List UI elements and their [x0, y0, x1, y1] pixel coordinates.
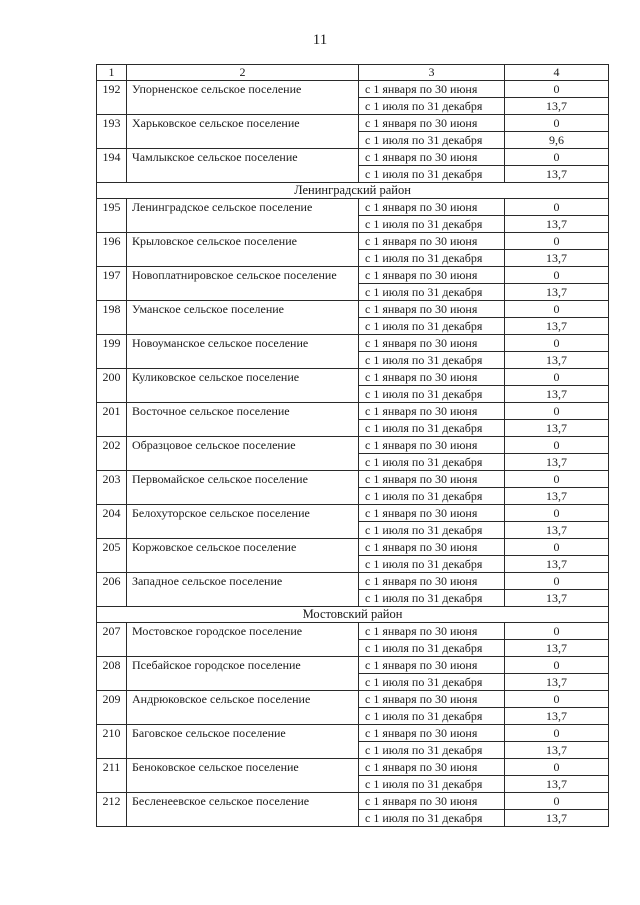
period-first-half: с 1 января по 30 июня — [359, 369, 505, 386]
value-second-half: 13,7 — [505, 216, 609, 233]
period-second-half: с 1 июля по 31 декабря — [359, 166, 505, 183]
period-first-half: с 1 января по 30 июня — [359, 233, 505, 250]
value-second-half: 13,7 — [505, 810, 609, 827]
value-second-half: 13,7 — [505, 166, 609, 183]
district-name: Мостовский район — [97, 607, 609, 623]
period-second-half: с 1 июля по 31 декабря — [359, 590, 505, 607]
period-first-half: с 1 января по 30 июня — [359, 759, 505, 776]
settlement-name: Новоуманское сельское поселение — [127, 335, 359, 369]
period-second-half: с 1 июля по 31 декабря — [359, 420, 505, 437]
table-row — [97, 793, 609, 810]
table-row — [97, 657, 609, 674]
row-number: 201 — [97, 403, 127, 437]
table-row — [97, 149, 609, 166]
value-first-half: 0 — [505, 725, 609, 742]
row-number: 194 — [97, 149, 127, 183]
period-second-half: с 1 июля по 31 декабря — [359, 132, 505, 149]
value-second-half: 13,7 — [505, 776, 609, 793]
settlement-name: Беноковское сельское поселение — [127, 759, 359, 793]
table-row — [97, 335, 609, 352]
table-row — [97, 573, 609, 590]
value-second-half: 13,7 — [505, 674, 609, 691]
value-second-half: 13,7 — [505, 420, 609, 437]
value-first-half: 0 — [505, 149, 609, 166]
table-row — [97, 199, 609, 216]
value-second-half: 13,7 — [505, 590, 609, 607]
row-number: 206 — [97, 573, 127, 607]
period-second-half: с 1 июля по 31 декабря — [359, 284, 505, 301]
period-second-half: с 1 июля по 31 декабря — [359, 640, 505, 657]
period-second-half: с 1 июля по 31 декабря — [359, 742, 505, 759]
settlement-name: Новоплатнировское сельское поселение — [127, 267, 359, 301]
settlement-name: Ленинградское сельское поселение — [127, 199, 359, 233]
period-first-half: с 1 января по 30 июня — [359, 149, 505, 166]
value-first-half: 0 — [505, 115, 609, 132]
period-first-half: с 1 января по 30 июня — [359, 267, 505, 284]
period-first-half: с 1 января по 30 июня — [359, 573, 505, 590]
table-row — [97, 471, 609, 488]
settlement-name: Баговское сельское поселение — [127, 725, 359, 759]
period-first-half: с 1 января по 30 июня — [359, 437, 505, 454]
header-col-1: 1 — [97, 65, 127, 81]
period-second-half: с 1 июля по 31 декабря — [359, 386, 505, 403]
settlement-name: Харьковское сельское поселение — [127, 115, 359, 149]
table-row — [97, 623, 609, 640]
period-first-half: с 1 января по 30 июня — [359, 301, 505, 318]
table-header-row — [97, 65, 609, 81]
table-row — [97, 539, 609, 556]
row-number: 209 — [97, 691, 127, 725]
settlement-name: Чамлыкское сельское поселение — [127, 149, 359, 183]
row-number: 212 — [97, 793, 127, 827]
row-number: 193 — [97, 115, 127, 149]
settlement-name: Куликовское сельское поселение — [127, 369, 359, 403]
page-number: 11 — [312, 32, 328, 48]
period-second-half: с 1 июля по 31 декабря — [359, 810, 505, 827]
table-body — [97, 81, 609, 827]
row-number: 204 — [97, 505, 127, 539]
value-first-half: 0 — [505, 267, 609, 284]
district-row — [97, 607, 609, 623]
district-name: Ленинградский район — [97, 183, 609, 199]
value-second-half: 9,6 — [505, 132, 609, 149]
row-number: 200 — [97, 369, 127, 403]
period-first-half: с 1 января по 30 июня — [359, 471, 505, 488]
settlement-name: Образцовое сельское поселение — [127, 437, 359, 471]
value-first-half: 0 — [505, 505, 609, 522]
value-second-half: 13,7 — [505, 708, 609, 725]
settlement-name: Бесленеевское сельское поселение — [127, 793, 359, 827]
value-second-half: 13,7 — [505, 556, 609, 573]
value-second-half: 13,7 — [505, 454, 609, 471]
value-second-half: 13,7 — [505, 522, 609, 539]
row-number: 198 — [97, 301, 127, 335]
district-row — [97, 183, 609, 199]
row-number: 197 — [97, 267, 127, 301]
value-first-half: 0 — [505, 657, 609, 674]
period-first-half: с 1 января по 30 июня — [359, 81, 505, 98]
period-second-half: с 1 июля по 31 декабря — [359, 216, 505, 233]
row-number: 202 — [97, 437, 127, 471]
period-first-half: с 1 января по 30 июня — [359, 539, 505, 556]
value-first-half: 0 — [505, 793, 609, 810]
row-number: 210 — [97, 725, 127, 759]
value-second-half: 13,7 — [505, 640, 609, 657]
period-second-half: с 1 июля по 31 декабря — [359, 708, 505, 725]
settlement-name: Псебайское городское поселение — [127, 657, 359, 691]
table-row — [97, 725, 609, 742]
table-row — [97, 233, 609, 250]
value-first-half: 0 — [505, 539, 609, 556]
value-second-half: 13,7 — [505, 352, 609, 369]
period-first-half: с 1 января по 30 июня — [359, 115, 505, 132]
header-col-2: 2 — [127, 65, 359, 81]
value-first-half: 0 — [505, 471, 609, 488]
value-first-half: 0 — [505, 369, 609, 386]
value-second-half: 13,7 — [505, 488, 609, 505]
settlement-name: Крыловское сельское поселение — [127, 233, 359, 267]
value-second-half: 13,7 — [505, 284, 609, 301]
value-first-half: 0 — [505, 437, 609, 454]
row-number: 211 — [97, 759, 127, 793]
settlement-name: Коржовское сельское поселение — [127, 539, 359, 573]
row-number: 205 — [97, 539, 127, 573]
table-row — [97, 759, 609, 776]
period-first-half: с 1 января по 30 июня — [359, 725, 505, 742]
period-first-half: с 1 января по 30 июня — [359, 199, 505, 216]
period-second-half: с 1 июля по 31 декабря — [359, 250, 505, 267]
table-row — [97, 691, 609, 708]
value-second-half: 13,7 — [505, 250, 609, 267]
table-row — [97, 505, 609, 522]
period-second-half: с 1 июля по 31 декабря — [359, 454, 505, 471]
period-second-half: с 1 июля по 31 декабря — [359, 556, 505, 573]
settlement-name: Первомайское сельское поселение — [127, 471, 359, 505]
table-row — [97, 369, 609, 386]
row-number: 192 — [97, 81, 127, 115]
value-first-half: 0 — [505, 573, 609, 590]
settlement-name: Западное сельское поселение — [127, 573, 359, 607]
table-row — [97, 403, 609, 420]
value-first-half: 0 — [505, 335, 609, 352]
row-number: 203 — [97, 471, 127, 505]
period-first-half: с 1 января по 30 июня — [359, 623, 505, 640]
period-first-half: с 1 января по 30 июня — [359, 793, 505, 810]
period-first-half: с 1 января по 30 июня — [359, 657, 505, 674]
row-number: 208 — [97, 657, 127, 691]
settlement-name: Андрюковское сельское поселение — [127, 691, 359, 725]
value-first-half: 0 — [505, 233, 609, 250]
value-second-half: 13,7 — [505, 386, 609, 403]
value-second-half: 13,7 — [505, 318, 609, 335]
row-number: 195 — [97, 199, 127, 233]
tariff-table — [96, 64, 609, 827]
row-number: 196 — [97, 233, 127, 267]
table-row — [97, 81, 609, 98]
settlement-name: Восточное сельское поселение — [127, 403, 359, 437]
settlement-name: Белохуторское сельское поселение — [127, 505, 359, 539]
value-first-half: 0 — [505, 691, 609, 708]
value-first-half: 0 — [505, 623, 609, 640]
header-col-3: 3 — [359, 65, 505, 81]
row-number: 207 — [97, 623, 127, 657]
period-second-half: с 1 июля по 31 декабря — [359, 352, 505, 369]
period-first-half: с 1 января по 30 июня — [359, 403, 505, 420]
period-first-half: с 1 января по 30 июня — [359, 335, 505, 352]
value-first-half: 0 — [505, 759, 609, 776]
period-second-half: с 1 июля по 31 декабря — [359, 522, 505, 539]
value-second-half: 13,7 — [505, 98, 609, 115]
settlement-name: Упорненское сельское поселение — [127, 81, 359, 115]
value-first-half: 0 — [505, 403, 609, 420]
value-first-half: 0 — [505, 81, 609, 98]
period-first-half: с 1 января по 30 июня — [359, 691, 505, 708]
table-row — [97, 115, 609, 132]
row-number: 199 — [97, 335, 127, 369]
value-first-half: 0 — [505, 301, 609, 318]
settlement-name: Мостовское городское поселение — [127, 623, 359, 657]
value-second-half: 13,7 — [505, 742, 609, 759]
table-row — [97, 437, 609, 454]
table-row — [97, 301, 609, 318]
period-second-half: с 1 июля по 31 декабря — [359, 318, 505, 335]
settlement-name: Уманское сельское поселение — [127, 301, 359, 335]
table-row — [97, 267, 609, 284]
period-second-half: с 1 июля по 31 декабря — [359, 674, 505, 691]
period-first-half: с 1 января по 30 июня — [359, 505, 505, 522]
header-col-4: 4 — [505, 65, 609, 81]
period-second-half: с 1 июля по 31 декабря — [359, 488, 505, 505]
period-second-half: с 1 июля по 31 декабря — [359, 98, 505, 115]
period-second-half: с 1 июля по 31 декабря — [359, 776, 505, 793]
value-first-half: 0 — [505, 199, 609, 216]
